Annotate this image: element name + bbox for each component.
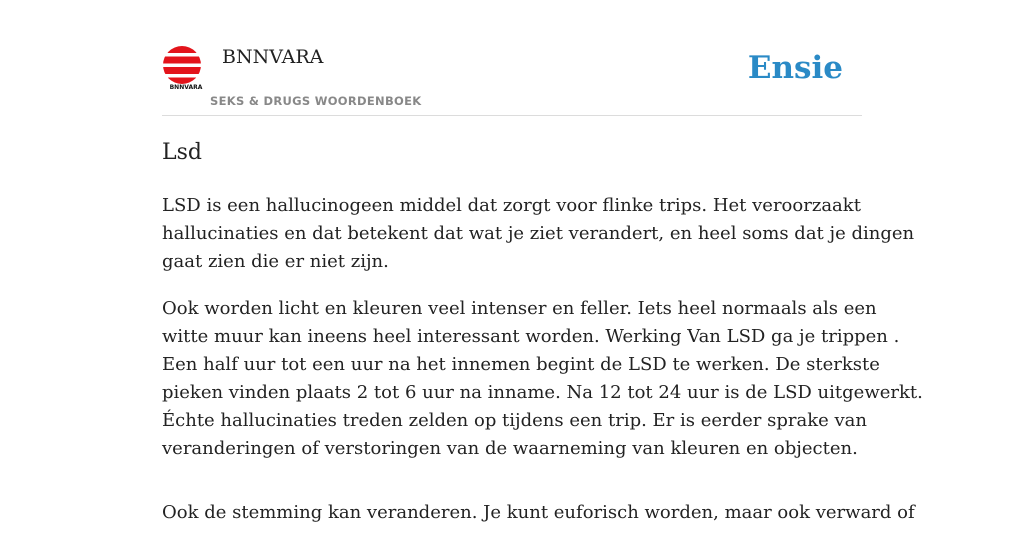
- text-line: Ook de stemming kan veranderen. Je kunt euforisch worden, maar ook verward of: [162, 502, 915, 523]
- text-line: Ook worden licht en kleuren veel intenser en feller. Iets heel normaals als een: [162, 298, 877, 319]
- text-line: veranderingen of verstoringen van de waarneming van kleuren en objecten.: [162, 438, 858, 459]
- text-line: hallucinaties en dat betekent dat wat je ziet verandert, en heel soms dat je dingen: [162, 223, 915, 244]
- text-line: Échte hallucinaties treden zelden op tijdens een trip. Er is eerder sprake van: [162, 410, 867, 431]
- paragraph-3: [162, 499, 915, 527]
- site-header: [162, 0, 862, 116]
- text-line: witte muur kan ineens heel interessant worden. Werking Van LSD ga je trippen .: [162, 326, 900, 347]
- text-line: Een half uur tot een uur na het innemen begint de LSD te werken. De sterkste: [162, 354, 880, 375]
- page-title: Lsd: [162, 140, 202, 165]
- paragraph-2: [162, 295, 923, 463]
- brand-name[interactable]: BNNVARA: [222, 46, 324, 68]
- paragraph-1: [162, 192, 915, 276]
- text-line: pieken vinden plaats 2 tot 6 uur na inname. Na 12 tot 24 uur is de LSD uitgewerkt.: [162, 382, 923, 403]
- bnnvara-logo[interactable]: [162, 46, 202, 90]
- ensie-logo-link[interactable]: Ensie: [747, 50, 843, 86]
- text-line: LSD is een hallucinogeen middel dat zorgt voor flinke trips. Het veroorzaakt: [162, 195, 861, 216]
- text-line: gaat zien die er niet zijn.: [162, 251, 389, 272]
- logo-text: BNNVARA: [169, 84, 203, 91]
- article-body: [162, 192, 923, 546]
- dictionary-subtitle[interactable]: SEKS & DRUGS WOORDENBOEK: [210, 94, 422, 108]
